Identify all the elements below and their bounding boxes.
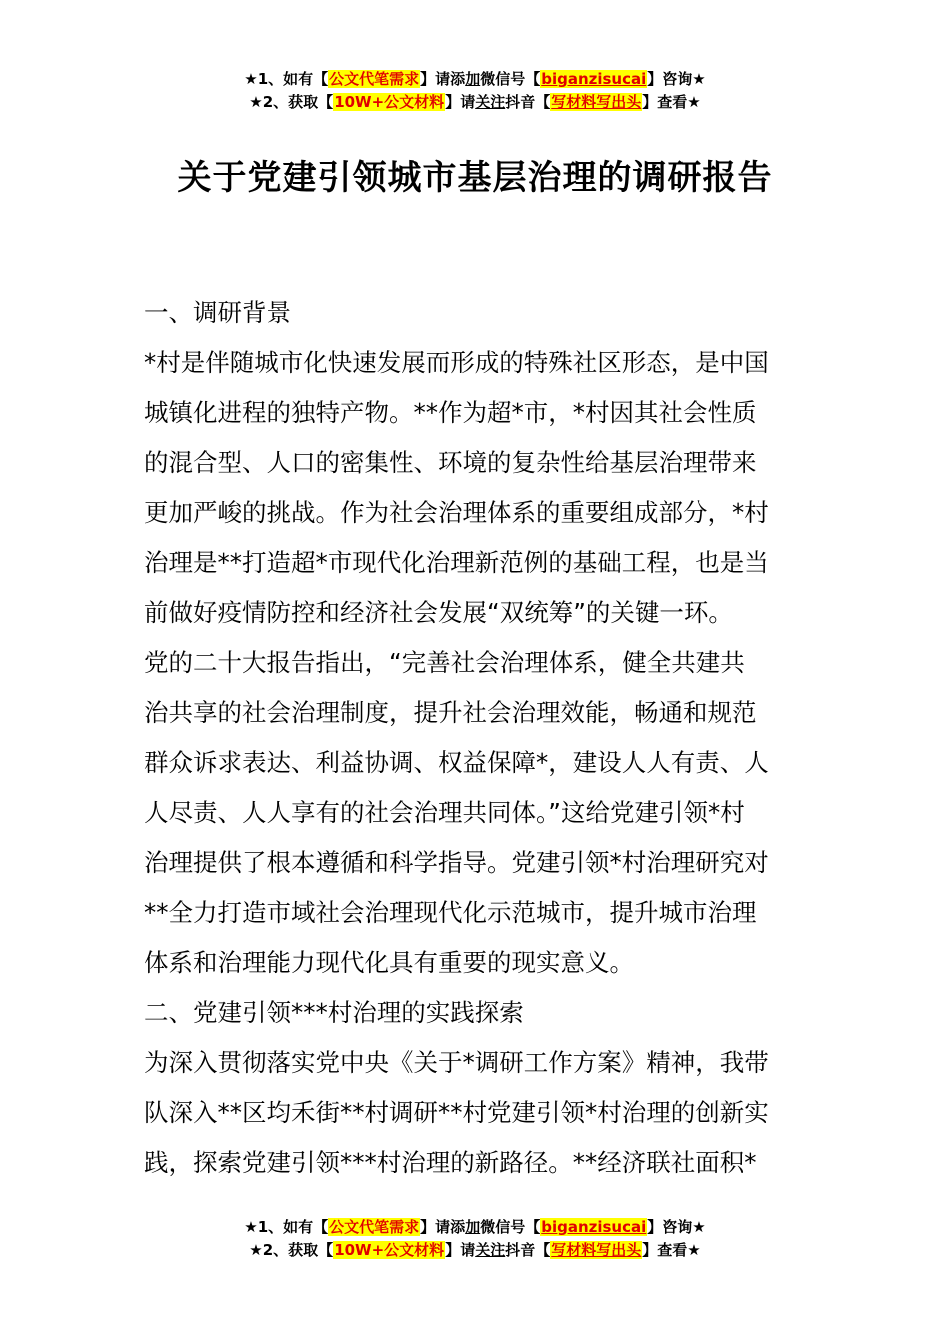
ad-line-1: ★1、如有【公文代笔需求】请添加微信号【biganzisucai】咨询★ — [244, 70, 706, 88]
ad-line-1: ★1、如有【公文代笔需求】请添加微信号【biganzisucai】咨询★ — [244, 1218, 706, 1236]
document-body — [144, 288, 810, 1188]
footer-ad-banner — [0, 1216, 950, 1262]
ad-highlight: 10W+公文材料 — [334, 1241, 445, 1259]
body-text-line: 践，探索党建引领***村治理的新路径。**经济联社面积* — [144, 1148, 757, 1177]
body-text-line: 治理是**打造超*市现代化治理新范例的基础工程，也是当 — [144, 548, 769, 577]
body-text-line: 人尽责、人人享有的社会治理共同体。”这给党建引领*村 — [144, 798, 745, 827]
ad-line-2: ★2、获取【10W+公文材料】请关注抖音【写材料写出头】查看★ — [249, 93, 701, 111]
ad-wechat-id: biganzisucai — [541, 1218, 647, 1236]
ad-highlight: 10W+公文材料 — [334, 93, 445, 111]
ad-line-2: ★2、获取【10W+公文材料】请关注抖音【写材料写出头】查看★ — [249, 1241, 701, 1259]
document-title: 关于党建引领城市基层治理的调研报告 — [177, 158, 773, 198]
body-text-line: 二、党建引领***村治理的实践探索 — [144, 998, 524, 1027]
body-text-line: 更加严峻的挑战。作为社会治理体系的重要组成部分，*村 — [144, 498, 769, 527]
ad-highlight: 公文代笔需求 — [329, 1218, 420, 1236]
body-text-line: 体系和治理能力现代化具有重要的现实意义。 — [144, 948, 634, 977]
body-text-line: **全力打造市域社会治理现代化示范城市，提升城市治理 — [144, 898, 757, 927]
ad-wechat-id: biganzisucai — [541, 70, 647, 88]
body-text-line: 城镇化进程的独特产物。**作为超*市，*村因其社会性质 — [144, 398, 757, 427]
ad-highlight: 公文代笔需求 — [329, 70, 420, 88]
header-ad-banner — [0, 68, 950, 114]
body-text-line: 队深入**区均禾街**村调研**村党建引领*村治理的创新实 — [144, 1098, 769, 1127]
body-text-line: 治共享的社会治理制度，提升社会治理效能，畅通和规范 — [144, 698, 757, 727]
body-text-line: 为深入贯彻落实党中央《关于*调研工作方案》精神，我带 — [144, 1048, 769, 1077]
body-text-line: *村是伴随城市化快速发展而形成的特殊社区形态，是中国 — [144, 348, 769, 377]
ad-douyin-account: 写材料写出头 — [551, 93, 642, 111]
body-text-line: 的混合型、人口的密集性、环境的复杂性给基层治理带来 — [144, 448, 757, 477]
body-text-line: 党的二十大报告指出，“完善社会治理体系，健全共建共 — [144, 648, 745, 677]
body-text-line: 一、调研背景 — [144, 298, 291, 327]
body-text-line: 群众诉求表达、利益协调、权益保障*，建设人人有责、人 — [144, 748, 769, 777]
body-text-line: 前做好疫情防控和经济社会发展“双统筹”的关键一环。 — [144, 598, 733, 627]
body-text-line: 治理提供了根本遵循和科学指导。党建引领*村治理研究对 — [144, 848, 769, 877]
ad-douyin-account: 写材料写出头 — [551, 1241, 642, 1259]
